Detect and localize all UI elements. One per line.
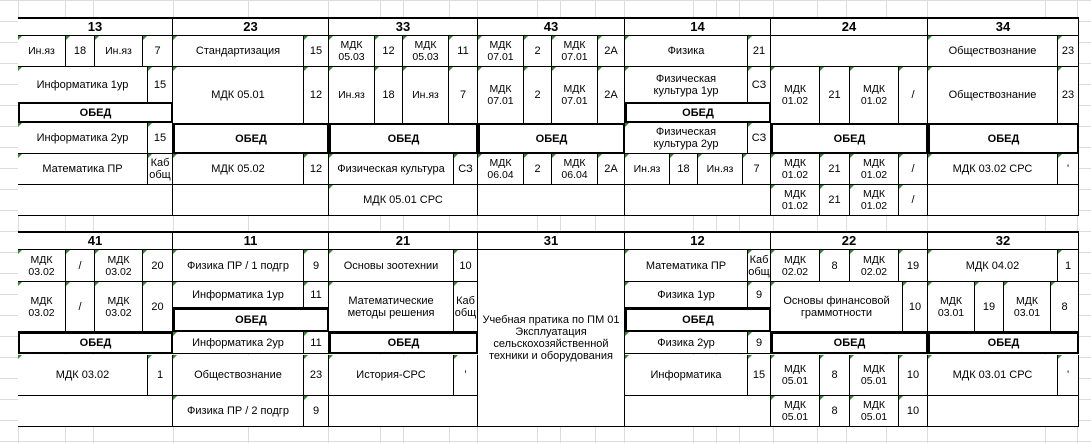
g33-r5-subject[interactable]: МДК 05.01 СРС — [329, 185, 478, 216]
g24-r4-room-a[interactable]: 21 — [820, 154, 850, 185]
g24-lunch-break[interactable]: ОБЕД — [771, 123, 928, 154]
g14-r3-subject[interactable]: Физическая культура 2ур — [625, 123, 748, 154]
g32-r2-room-a[interactable]: 19 — [975, 282, 1004, 332]
g14-r4-subject-b[interactable]: Ин.яз — [698, 154, 743, 185]
g33-r1-room-b[interactable]: 11 — [449, 36, 478, 67]
g23-r5-empty[interactable] — [173, 185, 329, 216]
g32-r2-room-b[interactable]: 8 — [1051, 282, 1079, 332]
g12-r3-room[interactable]: 9 — [748, 332, 771, 354]
g41-r2-room-a[interactable]: / — [66, 282, 95, 332]
g43-r1-room-a[interactable]: 2 — [524, 36, 552, 67]
g22-r5-subject-b[interactable]: МДК 05.01 — [850, 396, 899, 427]
g43-r2-subject-a[interactable]: МДК 07.01 — [478, 67, 524, 124]
g22-r4-room-b[interactable]: 10 — [899, 355, 928, 396]
g41-r1-subject-b[interactable]: МДК 03.02 — [95, 250, 143, 282]
g11-r5-subject[interactable]: Физика ПР / 2 подгр — [173, 396, 304, 427]
g33-r1-subject-b[interactable]: МДК 05.03 — [403, 36, 449, 67]
gridline-horizontal — [0, 0, 1091, 1]
g34-r4-room[interactable]: ' — [1058, 154, 1079, 185]
g14-r1-subject[interactable]: Физика — [625, 36, 748, 67]
g32-r5-empty[interactable] — [928, 396, 1079, 427]
g23-r1-subject[interactable]: Стандартизация — [173, 36, 304, 67]
group-header-11[interactable]: 11 — [173, 231, 329, 250]
g11-r2-room[interactable]: 11 — [304, 282, 329, 308]
g41-r2-subject-b[interactable]: МДК 03.02 — [95, 282, 143, 332]
g13-r1-room-a[interactable]: 18 — [66, 36, 95, 67]
g14-r2-subject[interactable]: Физическая культура 1ур — [625, 67, 748, 103]
g33-r1-room-a[interactable]: 12 — [375, 36, 403, 67]
g21-r4-subject[interactable]: История-СРС — [329, 355, 454, 396]
g33-lunch-break[interactable]: ОБЕД — [329, 123, 478, 154]
g11-r3-subject[interactable]: Информатика 2ур — [173, 332, 304, 354]
g14-r2-room[interactable]: СЗ — [748, 67, 771, 103]
g21-r1-subject[interactable]: Основы зоотехнии — [329, 250, 454, 282]
g32-r4-subject[interactable]: МДК 03.01 СРС — [928, 355, 1058, 396]
g33-r2-room-b[interactable]: 7 — [449, 67, 478, 124]
g11-r4-subject[interactable]: Обществознание — [173, 355, 304, 396]
g24-r5-subject-b[interactable]: МДК 01.02 — [850, 185, 899, 216]
g21-r1-room[interactable]: 10 — [454, 250, 478, 282]
g21-r5-empty[interactable] — [329, 396, 478, 427]
g32-r4-room[interactable]: ' — [1058, 355, 1079, 396]
g43-r4-subject-b[interactable]: МДК 06.04 — [552, 154, 598, 185]
g22-r1-room-a[interactable]: 8 — [820, 250, 850, 282]
g11-a-lunch-break[interactable]: ОБЕД — [173, 308, 329, 332]
g13-lunch-break[interactable]: ОБЕД — [18, 102, 173, 123]
g43-r1-subject-a[interactable]: МДК 07.01 — [478, 36, 524, 67]
g43-r1-subject-b[interactable]: МДК 07.01 — [552, 36, 598, 67]
g41-r4-subject[interactable]: МДК 03.02 — [18, 355, 148, 396]
g21-r4-room[interactable]: ' — [454, 355, 478, 396]
group-header-22[interactable]: 22 — [771, 231, 928, 250]
g41-r2-subject-a[interactable]: МДК 03.02 — [18, 282, 66, 332]
g23-r1-room[interactable]: 15 — [304, 36, 329, 67]
g22-r4-subject-a[interactable]: МДК 05.01 — [771, 355, 820, 396]
g24-r5-subject-a[interactable]: МДК 01.02 — [771, 185, 820, 216]
g24-r2-room-a[interactable]: 21 — [820, 67, 850, 124]
g24-r5-room-a[interactable]: 21 — [820, 185, 850, 216]
g23-r2-room[interactable]: 12 — [304, 67, 329, 124]
g14-r1-room[interactable]: 21 — [748, 36, 771, 67]
g33-r4-room[interactable]: СЗ — [454, 154, 478, 185]
g24-r4-subject-b[interactable]: МДК 01.02 — [850, 154, 899, 185]
g43-r4-room-b[interactable]: 2А — [598, 154, 625, 185]
g41-r5-empty[interactable] — [18, 396, 173, 427]
g12-r1-room[interactable]: Каб общ — [748, 250, 771, 282]
g12-r2-subject[interactable]: Физика 1ур — [625, 282, 748, 308]
gridline-horizontal — [0, 441, 1091, 442]
g14-r4-room-b[interactable]: 7 — [743, 154, 771, 185]
g33-r4-subject[interactable]: Физическая культура — [329, 154, 454, 185]
g11-r2-subject[interactable]: Информатика 1ур — [173, 282, 304, 308]
g41-r1-subject-a[interactable]: МДК 03.02 — [18, 250, 66, 282]
group-header-33[interactable]: 33 — [329, 17, 478, 36]
g34-r4-subject[interactable]: МДК 03.02 СРС — [928, 154, 1058, 185]
g12-r3-subject[interactable]: Физика 2ур — [625, 332, 748, 354]
g22-r1-room-b[interactable]: 19 — [899, 250, 928, 282]
g12-r1-subject[interactable]: Математика ПР — [625, 250, 748, 282]
g13-r1-subject-b[interactable]: Ин.яз — [95, 36, 143, 67]
group-header-41[interactable]: 41 — [18, 231, 173, 250]
g24-r1-empty[interactable] — [771, 36, 928, 67]
g33-r2-subject-b[interactable]: Ин.яз — [403, 67, 449, 124]
g43-r4-room-a[interactable]: 2 — [524, 154, 552, 185]
g24-r2-subject-b[interactable]: МДК 01.02 — [850, 67, 899, 124]
g41-r2-room-b[interactable]: 20 — [143, 282, 173, 332]
group-header-32[interactable]: 32 — [928, 231, 1079, 250]
g23-r4-room[interactable]: 12 — [304, 154, 329, 185]
g13-r2-subject[interactable]: Информатика 1ур — [18, 67, 148, 103]
g43-r4-subject-a[interactable]: МДК 06.04 — [478, 154, 524, 185]
g32-r1-room[interactable]: 1 — [1058, 250, 1079, 282]
g34-r2-subject[interactable]: Обществознание — [928, 67, 1058, 124]
g13-r2-room[interactable]: 15 — [148, 67, 173, 103]
g14-r5-empty[interactable] — [625, 185, 771, 216]
g32-r2-subject-b[interactable]: МДК 03.01 — [1004, 282, 1051, 332]
g14-lunch-break[interactable]: ОБЕД — [625, 102, 771, 123]
g22-r1-subject-b[interactable]: МДК 02.02 — [850, 250, 899, 282]
g12-r4-room[interactable]: 15 — [748, 355, 771, 396]
g21-r2-room[interactable]: Каб общ — [454, 282, 478, 332]
g23-lunch-break[interactable]: ОБЕД — [173, 123, 329, 154]
g31-practice[interactable]: Учебная пратика по ПМ 01 Эксплуатация сельскохозяйственной техники и оборудования — [478, 250, 625, 427]
g13-r3-room[interactable]: 15 — [148, 123, 173, 154]
g22-r4-room-a[interactable]: 8 — [820, 355, 850, 396]
g24-r2-room-b[interactable]: / — [899, 67, 928, 124]
g12-r5-empty[interactable] — [625, 396, 771, 427]
g41-r4-room[interactable]: 1 — [148, 355, 173, 396]
g13-r5-empty[interactable] — [18, 185, 173, 216]
g22-r1-subject-a[interactable]: МДК 02.02 — [771, 250, 820, 282]
g34-r1-room[interactable]: 23 — [1058, 36, 1079, 67]
g14-r4-room-a[interactable]: 18 — [670, 154, 698, 185]
g34-r5-empty[interactable] — [928, 185, 1079, 216]
g43-r2-subject-b[interactable]: МДК 07.01 — [552, 67, 598, 124]
g12-r2-room[interactable]: 9 — [748, 282, 771, 308]
g43-r5-empty[interactable] — [478, 185, 625, 216]
g24-r5-room-b[interactable]: / — [899, 185, 928, 216]
g34-r1-subject[interactable]: Обществознание — [928, 36, 1058, 67]
g41-lunch-break[interactable]: ОБЕД — [18, 332, 173, 354]
g13-r1-room-b[interactable]: 7 — [143, 36, 173, 67]
g11-r1-room[interactable]: 9 — [304, 250, 329, 282]
g41-r1-room-a[interactable]: / — [66, 250, 95, 282]
g21-r2-subject[interactable]: Математические методы решения — [329, 282, 454, 332]
g32-r2-subject-a[interactable]: МДК 03.01 — [928, 282, 975, 332]
g12-a-lunch-break[interactable]: ОБЕД — [625, 308, 771, 332]
g14-r4-subject-a[interactable]: Ин.яз — [625, 154, 670, 185]
group-header-43[interactable]: 43 — [478, 17, 625, 36]
group-header-21[interactable]: 21 — [329, 231, 478, 250]
g13-r3-subject[interactable]: Информатика 2ур — [18, 123, 148, 154]
group-header-23[interactable]: 23 — [173, 17, 329, 36]
g22-r4-subject-b[interactable]: МДК 05.01 — [850, 355, 899, 396]
g23-r4-subject[interactable]: МДК 05.02 — [173, 154, 304, 185]
g22-r5-subject-a[interactable]: МДК 05.01 — [771, 396, 820, 427]
group-header-31[interactable]: 31 — [478, 231, 625, 250]
g33-r2-subject-a[interactable]: Ин.яз — [329, 67, 375, 124]
g43-lunch-break[interactable]: ОБЕД — [478, 123, 625, 154]
g34-r2-room[interactable]: 23 — [1058, 67, 1079, 124]
g24-r4-room-b[interactable]: / — [899, 154, 928, 185]
group-header-14[interactable]: 14 — [625, 17, 771, 36]
g32-r1-subject[interactable]: МДК 04.02 — [928, 250, 1058, 282]
g22-lunch-break[interactable]: ОБЕД — [771, 332, 928, 354]
g22-r5-room-b[interactable]: 10 — [899, 396, 928, 427]
g13-r1-subject-a[interactable]: Ин.яз — [18, 36, 66, 67]
g24-r2-subject-a[interactable]: МДК 01.02 — [771, 67, 820, 124]
g32-lunch-break[interactable]: ОБЕД — [928, 332, 1079, 354]
g21-lunch-break[interactable]: ОБЕД — [329, 332, 478, 354]
g22-r5-room-a[interactable]: 8 — [820, 396, 850, 427]
g43-r2-room-a[interactable]: 2 — [524, 67, 552, 124]
g33-r1-subject-a[interactable]: МДК 05.03 — [329, 36, 375, 67]
g43-r1-room-b[interactable]: 2А — [598, 36, 625, 67]
g13-r4-room[interactable]: Каб общ — [148, 154, 173, 185]
group-header-34[interactable]: 34 — [928, 17, 1079, 36]
g12-r4-subject[interactable]: Информатика — [625, 355, 748, 396]
group-header-24[interactable]: 24 — [771, 17, 928, 36]
group-header-12[interactable]: 12 — [625, 231, 771, 250]
g24-r4-subject-a[interactable]: МДК 01.02 — [771, 154, 820, 185]
g43-r2-room-b[interactable]: 2А — [598, 67, 625, 124]
group-header-13[interactable]: 13 — [18, 17, 173, 36]
g22-r2-subject[interactable]: Основы финансовой граммотности — [771, 282, 903, 332]
g11-r3-room[interactable]: 11 — [304, 332, 329, 354]
g34-lunch-break[interactable]: ОБЕД — [928, 123, 1079, 154]
g22-r2-room[interactable]: 10 — [903, 282, 928, 332]
g41-r1-room-b[interactable]: 20 — [143, 250, 173, 282]
g33-r2-room-a[interactable]: 18 — [375, 67, 403, 124]
g11-r5-room[interactable]: 9 — [304, 396, 329, 427]
g14-r3-room[interactable]: СЗ — [748, 123, 771, 154]
g11-r1-subject[interactable]: Физика ПР / 1 подгр — [173, 250, 304, 282]
g13-r4-subject[interactable]: Математика ПР — [18, 154, 148, 185]
g11-r4-room[interactable]: 23 — [304, 355, 329, 396]
g23-r2-subject[interactable]: МДК 05.01 — [173, 67, 304, 124]
